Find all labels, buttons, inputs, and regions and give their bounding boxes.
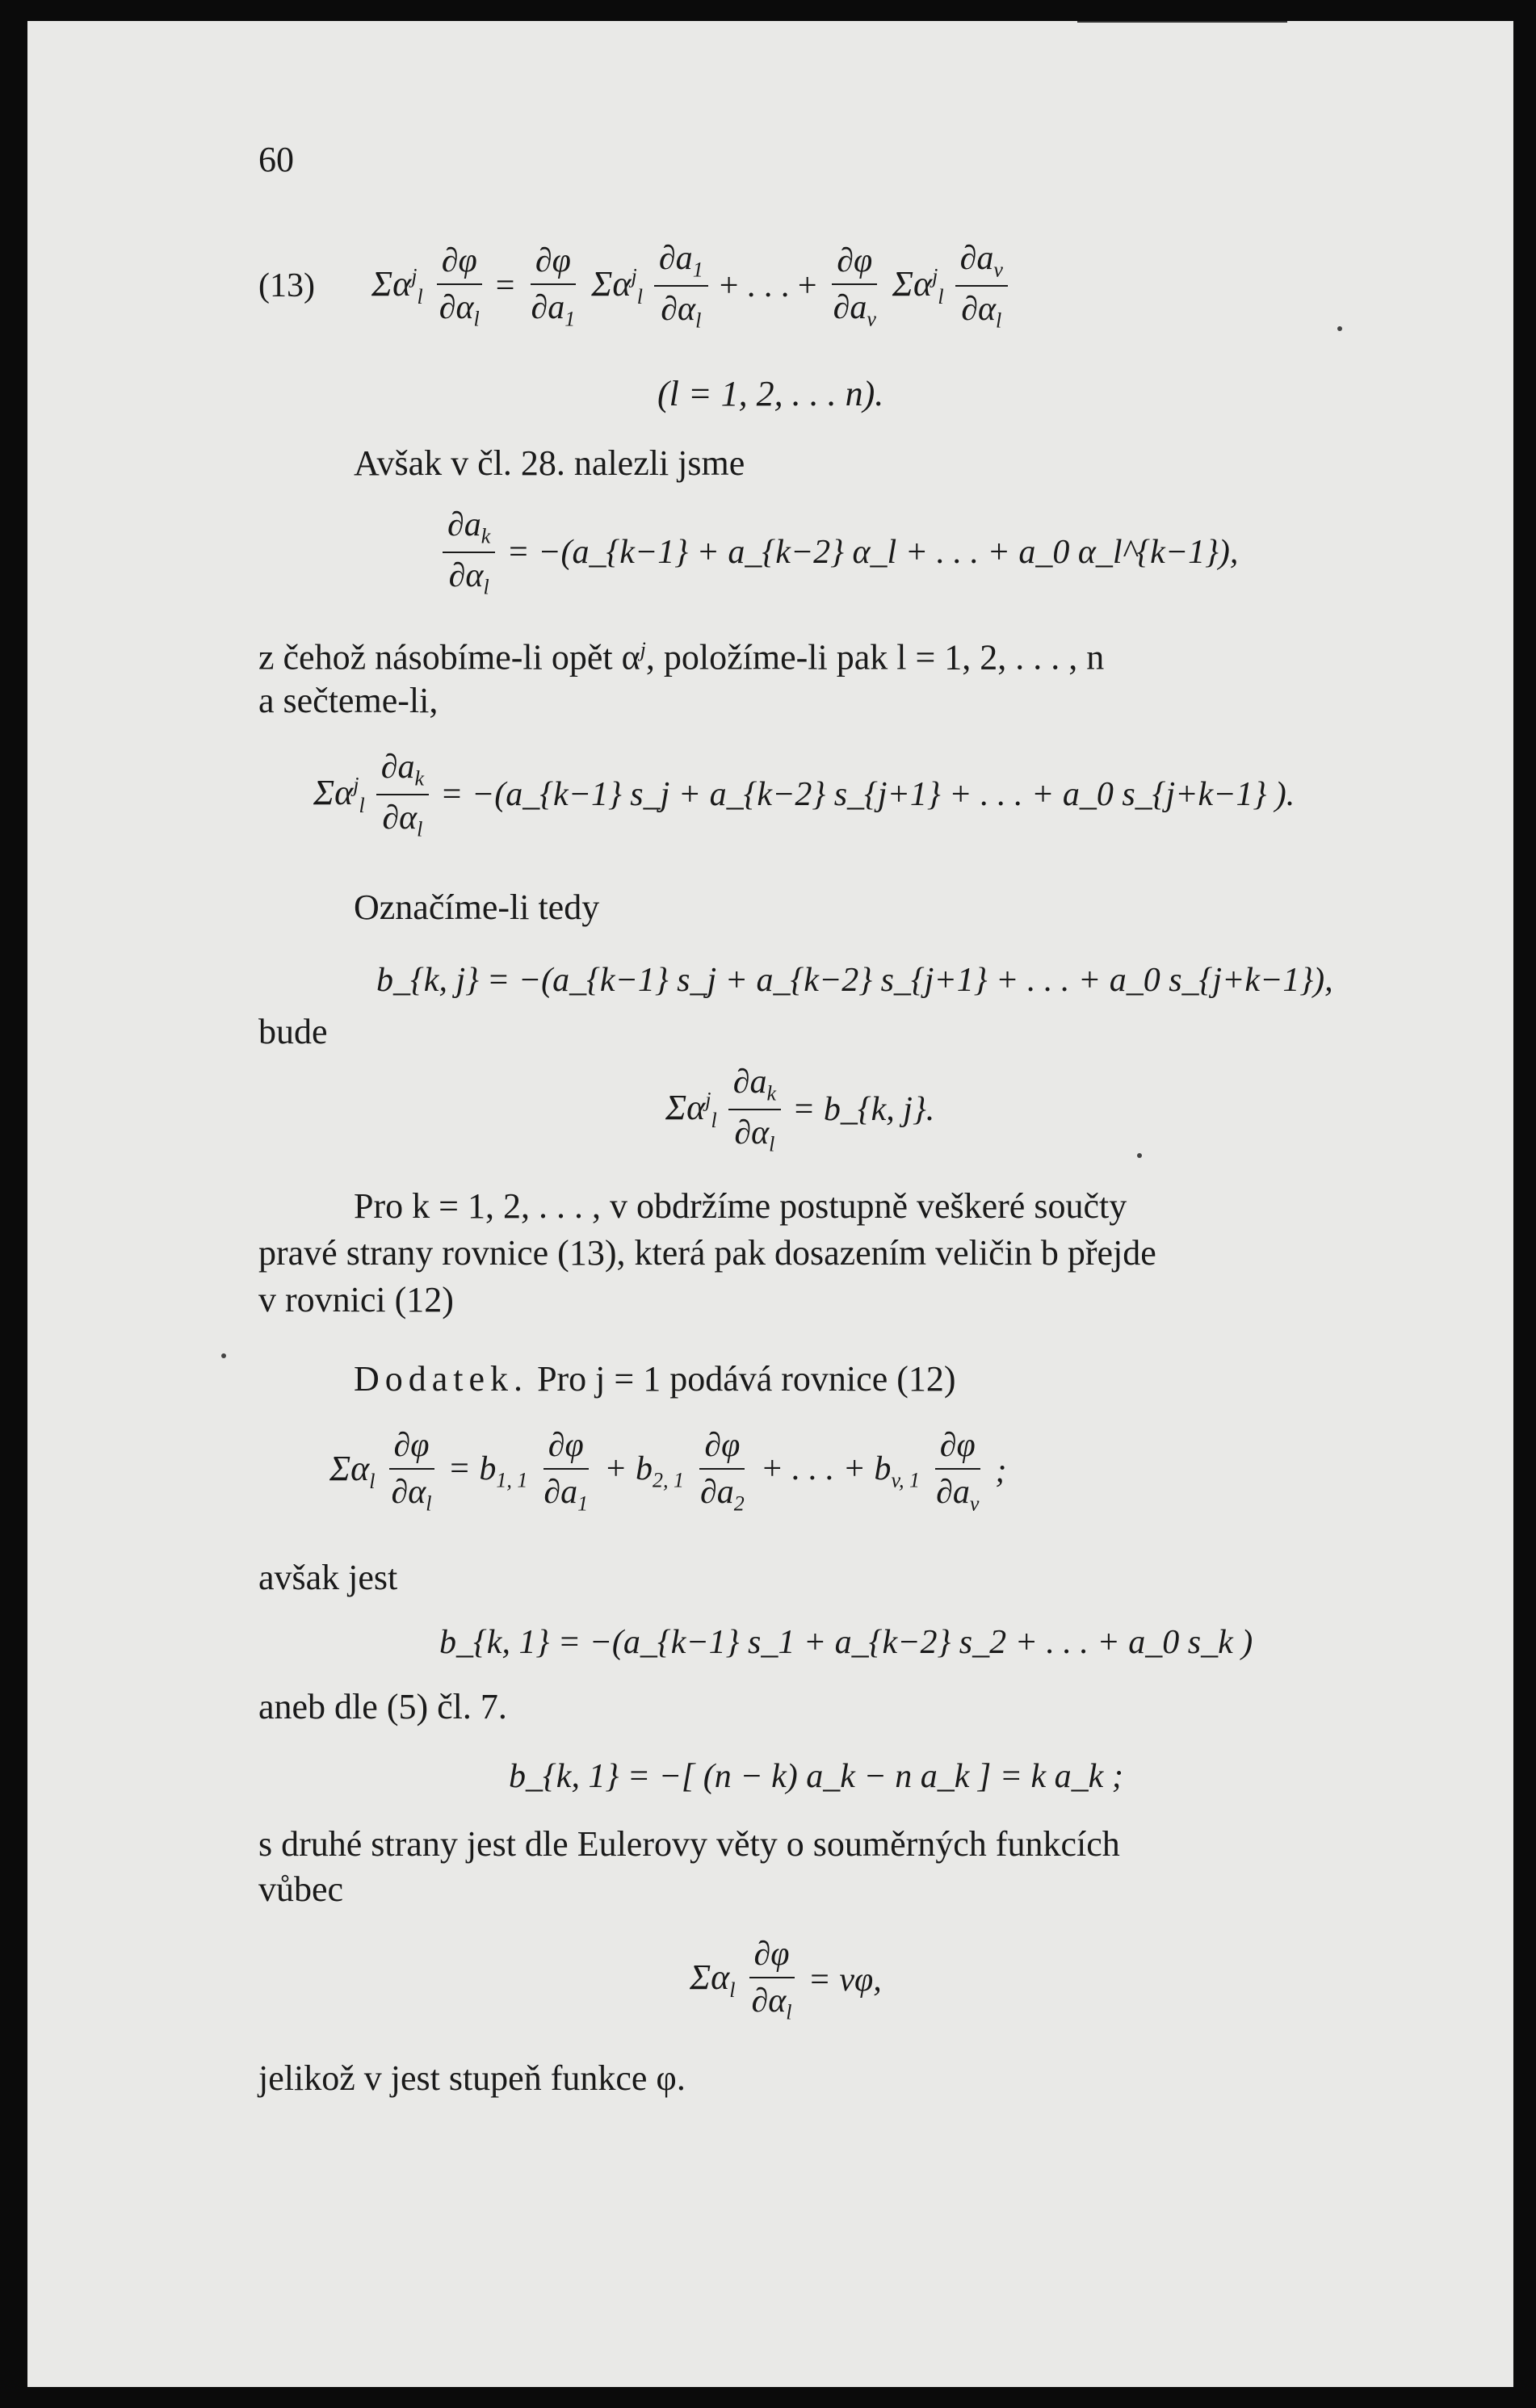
equation-b-k1-result: b_{k, 1} = −[ (n − k) a_k − n a_k ] = k a_k ; xyxy=(509,1758,1123,1795)
fraction: $\frac{\partial a_k}{\partial\alpha_l}$ xyxy=(443,506,495,600)
paragraph-line: vůbec xyxy=(258,1869,344,1909)
paragraph-line: Pro k = 1, 2, . . . , v obdržíme postupně veškeré součty xyxy=(354,1186,1127,1226)
paragraph-line: bude xyxy=(258,1012,328,1051)
scan-speck xyxy=(1137,1153,1142,1158)
section-heading: Dodatek. xyxy=(354,1359,529,1399)
fraction: $\frac{\partial\varphi}{\partial a_v}$ xyxy=(833,241,876,331)
sum-symbol: $\Sigma\alpha^j_l$ xyxy=(892,263,944,308)
fraction: $\frac{\partial\varphi}{\partial\alpha_l}$ xyxy=(434,241,485,331)
fraction: $\frac{\partial a_k}{\partial\alpha_l}$ xyxy=(728,1063,781,1157)
equation-range: (l = 1, 2, . . . n). xyxy=(657,374,884,413)
scan-edge-mark xyxy=(1077,21,1287,23)
equation-euler: $\Sigma\alpha_l$ $\frac{\partial\varphi}{\partial\alpha_l}$ = vφ, xyxy=(690,1936,882,2024)
equation-label: (13) xyxy=(258,267,315,305)
book-page xyxy=(27,21,1513,2387)
sum-symbol: $\Sigma\alpha^j_l$ xyxy=(591,263,643,308)
paragraph-line: z čehož násobíme-li opět $\alpha^j$, položíme-li pak l = 1, 2, . . . , n xyxy=(258,637,1105,678)
fraction: $\frac{\partial\varphi}{\partial a_2}$ xyxy=(699,1427,745,1516)
equation-sum-sj: $\Sigma\alpha^j_l$ $\frac{\partial a_k}{\partial\alpha_l}$ = −(a_{k−1} s_j + a_{k−2} s_{j+1} + . . . + a_0 s_{j+k−1} ). xyxy=(313,749,1295,841)
equation-b-kj: $\Sigma\alpha^j_l$ $\frac{\partial a_k}{\partial\alpha_l}$ = b_{k, j}. xyxy=(665,1063,935,1156)
fraction: $\frac{\partial a_1}{\partial\alpha_l}$ xyxy=(654,239,708,334)
paragraph-line: a sečteme-li, xyxy=(258,681,439,720)
equation-13: (13) $\Sigma\alpha^j_l$ $\frac{\partial\varphi}{\partial\alpha_l}$ = $\frac{\partial\varphi}{\partial a_1}$ $\Sigma\alpha^j_l$ $\frac{\partial a_1}{\partial\alpha_l}$ + . . . + $\frac{\partial\varphi}{\partial a_v}$ $\Sigma\alpha^j_l$ $\frac{\partial a_v}{\partial\alpha_l}$ xyxy=(258,239,1011,334)
paragraph-line: jelikož v jest stupeň funkce φ. xyxy=(258,2058,686,2098)
scan-speck xyxy=(221,1353,226,1358)
paragraph-line: pravé strany rovnice (13), která pak dosazením veličin b přejde xyxy=(258,1233,1156,1273)
paragraph-line: s druhé strany jest dle Eulerovy věty o souměrných funkcích xyxy=(258,1824,1120,1864)
fraction: $\frac{\partial\varphi}{\partial a_1}$ xyxy=(531,241,576,331)
sum-symbol: $\Sigma\alpha^j_l$ xyxy=(371,263,423,308)
paragraph-line: aneb dle (5) čl. 7. xyxy=(258,1687,507,1726)
fraction: $\frac{\partial\varphi}{\partial\alpha_l}$ xyxy=(386,1426,436,1516)
equation-ak-derivative: $\frac{\partial a_k}{\partial\alpha_l}$ = −(a_{k−1} + a_{k−2} α_l + . . . + a_0 α_l^{k−1}), xyxy=(439,506,1238,600)
paragraph-line: Dodatek. Pro j = 1 podává rovnice (12) xyxy=(354,1359,956,1399)
page-number: 60 xyxy=(258,140,294,179)
paragraph-line: avšak jest xyxy=(258,1558,398,1597)
paragraph-line: Avšak v čl. 28. nalezli jsme xyxy=(354,443,745,483)
fraction: $\frac{\partial\varphi}{\partial a_v}$ xyxy=(936,1427,980,1516)
fraction: $\frac{\partial a_v}{\partial\alpha_l}$ xyxy=(955,239,1008,334)
scan-speck xyxy=(1337,326,1342,331)
equation-b-kj-definition: b_{k, j} = −(a_{k−1} s_j + a_{k−2} s_{j+1} + . . . + a_0 s_{j+k−1}), xyxy=(376,962,1333,999)
paragraph-line: v rovnici (12) xyxy=(258,1280,454,1319)
fraction: $\frac{\partial\varphi}{\partial a_1}$ xyxy=(543,1427,589,1516)
equation-b-k1: b_{k, 1} = −(a_{k−1} s_1 + a_{k−2} s_2 + . . . + a_0 s_k ) xyxy=(439,1624,1253,1661)
fraction: $\frac{\partial\varphi}{\partial\alpha_l}$ xyxy=(746,1935,796,2024)
equation-dodatek: $\Sigma\alpha_l$ $\frac{\partial\varphi}{\partial\alpha_l}$ = $b_{1, 1}$ $\frac{\partial\varphi}{\partial a_1}$ + $b_{2, 1}$ $\frac{\partial\varphi}{\partial a_2}$ + . . . + $b_{v, 1}$ $\frac{\partial\varphi}{\partial a_v}$ ; xyxy=(329,1427,1007,1516)
fraction: $\frac{\partial a_k}{\partial\alpha_l}$ xyxy=(376,748,429,842)
paragraph-line: Označíme-li tedy xyxy=(354,887,600,927)
